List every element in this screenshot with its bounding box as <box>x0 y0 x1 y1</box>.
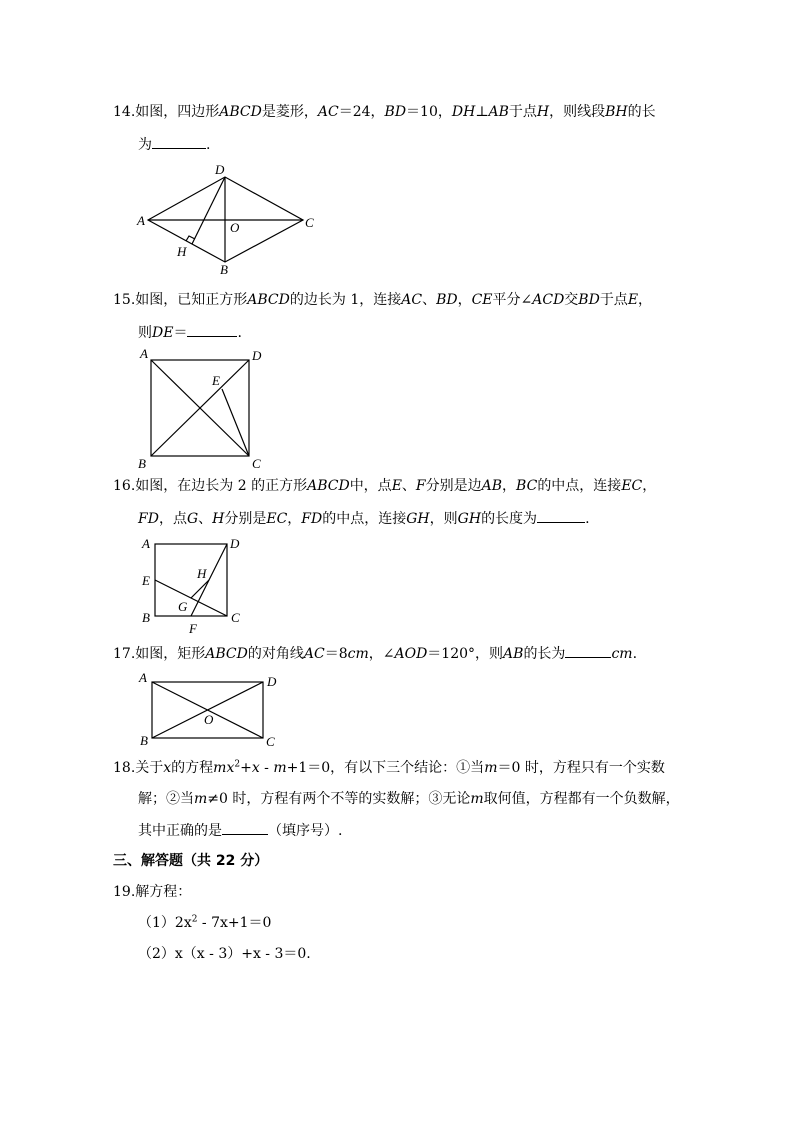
q15-line2: 则DE＝ . <box>138 322 242 343</box>
label-b: B <box>140 733 148 748</box>
q19-part2: （2）x（x - 3）+x - 3＝0. <box>138 946 311 962</box>
q18-line1: 18.关于x的方程$mx^2+x - m+1=0$，有以下三个结论：①当m＝0 时，方程只有一个实数 <box>113 759 665 776</box>
segment-dh <box>192 177 225 244</box>
q18-line3: 其中正确的是 （填序号）. <box>138 820 342 841</box>
label-e: E <box>142 573 150 588</box>
answer-blank[interactable] <box>222 820 268 835</box>
label-d: D <box>267 674 277 689</box>
section-heading: 三、解答题（共 22 分） <box>113 853 269 869</box>
answer-blank[interactable] <box>187 322 237 337</box>
diagonal-ac <box>152 682 263 738</box>
label-h: H <box>197 566 207 581</box>
q15-line1: 15.如图，已知正方形ABCD的边长为 1，连接AC、BD，CE平分∠ACD交BD于点E， <box>113 292 653 308</box>
right-angle-mark <box>186 236 195 241</box>
q14-line2: 为 . <box>138 134 210 155</box>
q19-number: 19. <box>113 884 136 900</box>
answer-blank[interactable] <box>537 508 585 523</box>
diagonal-ac <box>151 360 249 456</box>
label-h: H <box>177 244 187 259</box>
label-d: D <box>230 536 240 551</box>
segment-gh <box>191 580 209 598</box>
q19-title: 19.解方程： <box>113 884 192 900</box>
label-c: C <box>266 734 275 749</box>
rectangle <box>152 682 263 738</box>
label-d: D <box>252 348 262 363</box>
q16-line1: 16.如图，在边长为 2 的正方形ABCD中，点E、F分别是边AB，BC的中点，连接EC， <box>113 478 657 494</box>
q15-number: 15. <box>113 292 136 308</box>
q14-number: 14. <box>113 104 136 120</box>
q14-line1: 14.如图，四边形ABCD是菱形，AC＝24，BD＝10，DH⊥AB于点H，则线段BH的长 <box>113 104 656 120</box>
label-o: O <box>204 712 214 727</box>
label-a: A <box>140 346 148 361</box>
answer-blank[interactable] <box>565 643 611 658</box>
q19-part1: $(1)2x^2 - 7x+1=0$ <box>138 914 272 931</box>
segment-ce <box>222 389 249 456</box>
label-b: B <box>142 610 150 625</box>
label-a: A <box>139 670 147 685</box>
label-d: D <box>215 162 225 177</box>
q17-number: 17. <box>113 646 136 662</box>
answer-blank[interactable] <box>152 134 206 149</box>
segment-ec <box>155 580 227 616</box>
label-c: C <box>231 610 240 625</box>
q18-number: 18. <box>113 760 136 776</box>
q16-number: 16. <box>113 478 136 494</box>
label-c: C <box>252 456 261 471</box>
segment-fd <box>191 544 227 616</box>
label-b: B <box>138 456 146 471</box>
label-c: C <box>305 215 314 230</box>
label-a: A <box>142 536 150 551</box>
label-g: G <box>178 599 188 614</box>
q17-line1: 17.如图，矩形ABCD的对角线AC＝8cm，∠AOD＝120°，则AB的长为 cm. <box>113 643 637 664</box>
square <box>155 544 227 616</box>
label-e: E <box>212 373 220 388</box>
label-f: F <box>189 621 197 636</box>
q16-line2: FD，点G、H分别是EC，FD的中点，连接GH，则GH的长度为 . <box>138 508 590 529</box>
diagonal-bd <box>152 682 263 738</box>
q18-line2: 解；②当m≠0 时，方程有两个不等的实数解；③无论m取何值，方程都有一个负数解， <box>138 791 680 807</box>
label-o: O <box>230 220 240 235</box>
rhombus <box>148 177 303 262</box>
label-a: A <box>137 213 145 228</box>
label-b: B <box>220 262 228 277</box>
square <box>151 360 249 456</box>
diagonal-bd <box>151 360 249 456</box>
